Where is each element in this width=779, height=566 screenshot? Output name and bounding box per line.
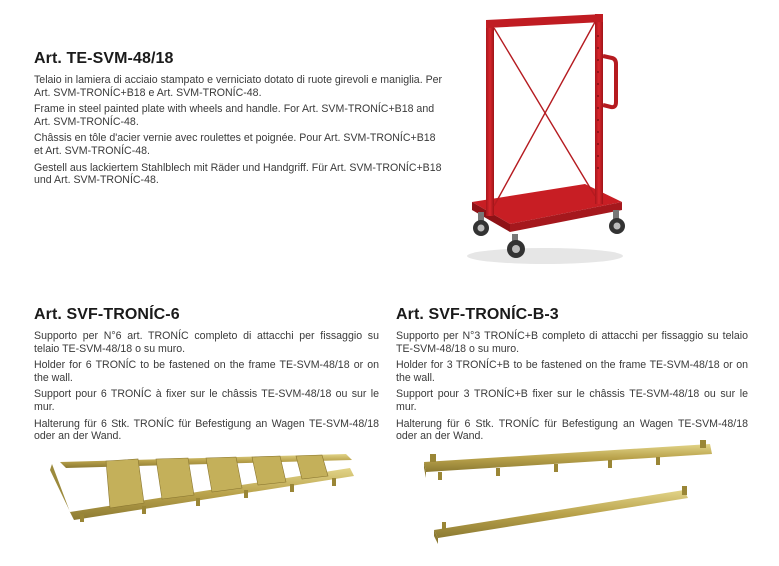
description-it: Supporto per N°6 art. TRONÍC completo di attacchi per fissaggio su telaio TE-SVM-48/18 o su muro. (34, 330, 379, 355)
product-title: Art. SVF-TRONÍC-B-3 (396, 306, 559, 323)
product-title: Art. TE-SVM-48/18 (34, 50, 174, 67)
description-de: Gestell aus lackiertem Stahlblech mit Räder und Handgriff. Für Art. SVM-TRONÍC+B18 und Art. SVM-TRONÍC-48. (34, 161, 442, 187)
description-en: Holder for 6 TRONÍC to be fastened on the frame TE-SVM-48/18 or on the wall. (34, 359, 379, 384)
description-it: Telaio in lamiera di acciaio stampato e verniciato dotato di ruote girevoli e maniglia. Per Art. SVM-TRONÍC+B18 e Art. SVM-TRONÍC-48. (34, 74, 443, 99)
product-svf-tronic-b-3 (396, 306, 748, 447)
description-en: Frame in steel painted plate with wheels and handle. For Art. SVM-TRONÍC+B18 and Art. SVM-TRONÍC-48. (34, 103, 435, 128)
trolley-frame-image (450, 6, 640, 268)
description-de: Halterung für 6 Stk. TRONÍC für Befestigung an Wagen TE-SVM-48/18 oder an der Wand. (396, 417, 748, 443)
description-it: Supporto per N°3 TRONÍC+B completo di attacchi per fissaggio su telaio TE-SVM-48/18 o su muro. (396, 330, 748, 355)
description-fr: Châssis en tôle d'acier vernie avec roulettes et poignée. Pour Art. SVM-TRONÍC+B18 et Art. SVM-TRONÍC-48. (34, 132, 436, 157)
product-svf-tronic-6 (34, 306, 379, 447)
holder-6-image (46, 448, 366, 528)
holder-3-image (420, 440, 720, 552)
description-en: Holder for 3 TRONÍC+B to be fastened on the frame TE-SVM-48/18 or on the wall. (396, 359, 748, 384)
description-fr: Support pour 6 TRONÍC à fixer sur le châssis TE-SVM-48/18 ou sur le mur. (34, 388, 379, 413)
product-te-svm-48-18 (34, 50, 444, 191)
description-de: Halterung für 6 Stk. TRONÍC für Befestigung an Wagen TE-SVM-48/18 oder an der Wand. (34, 417, 379, 443)
product-title: Art. SVF-TRONÍC-6 (34, 306, 180, 323)
description-fr: Support pour 3 TRONÍC+B fixer sur le châssis TE-SVM-48/18 ou sur le mur. (396, 388, 748, 413)
